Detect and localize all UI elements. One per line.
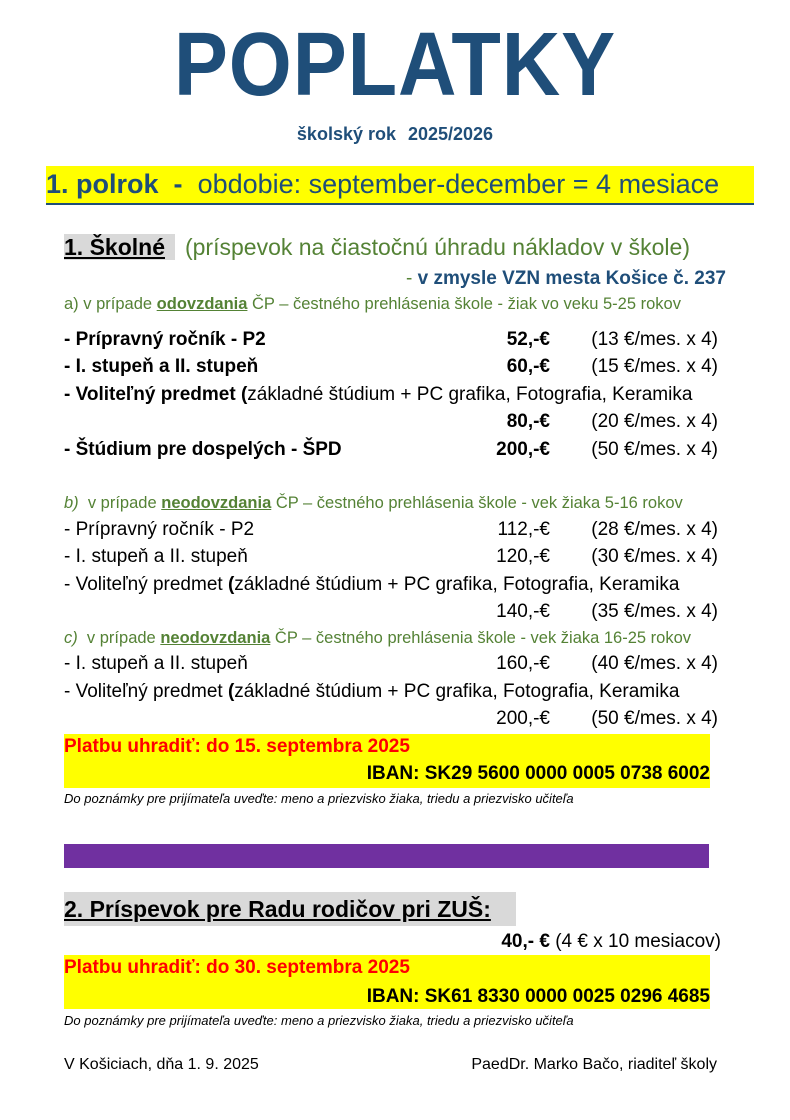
fee-row: - I. stupeň a II. stupeň 60,-€ (15 €/mes. x 4)	[64, 356, 718, 377]
footer-place-date: V Košiciach, dňa 1. 9. 2025	[64, 1056, 259, 1073]
fee-row: - Štúdium pre dospelých - ŠPD 200,-€ (50 €/mes. x 4)	[64, 439, 718, 460]
fee-row: - Prípravný ročník - P2 112,-€ (28 €/mes. x 4)	[64, 519, 718, 540]
fee-row: - Voliteľný predmet (základné štúdium + PC grafika, Fotografia, Keramika	[64, 574, 680, 595]
divider-bar	[64, 844, 709, 868]
payment-box-2	[64, 955, 710, 1009]
payment-deadline: Platbu uhradiť: do 30. septembra 2025	[64, 957, 410, 978]
payment-note: Do poznámky pre prijímateľa uveďte: meno a priezvisko žiaka, triedu a priezvisko učiteľa	[64, 1013, 574, 1028]
condition-a: a) v prípade odovzdania ČP – čestného prehlásenia škole - žiak vo veku 5-25 rokov	[64, 295, 681, 313]
condition-b-key: neodovzdania	[161, 494, 272, 512]
section2-heading	[64, 892, 516, 926]
payment-box-1	[64, 734, 710, 788]
condition-b: b) v prípade neodovzdania ČP – čestného prehlásenia škole - vek žiaka 5-16 rokov	[64, 494, 683, 512]
period-banner	[46, 166, 754, 205]
section2-amount-line	[501, 931, 721, 953]
period-text: obdobie: september-december = 4 mesiace	[197, 169, 720, 199]
period-semester: 1. polrok	[46, 169, 159, 199]
condition-c-key: neodovzdania	[160, 629, 271, 647]
section1-heading	[64, 232, 690, 262]
fee-row: - Prípravný ročník - P2 52,-€ (13 €/mes. x 4)	[64, 329, 718, 350]
footer-signature: PaedDr. Marko Bačo, riaditeľ školy	[471, 1056, 717, 1073]
section1-description: (príspevok na čiastočnú úhradu nákladov v škole)	[184, 234, 690, 260]
payment-iban: IBAN: SK61 8330 0000 0025 0296 4685	[366, 986, 710, 1007]
fee-row: 80,-€ (20 €/mes. x 4)	[506, 411, 718, 432]
section2-per: (4 € x 10 mesiacov)	[555, 931, 721, 952]
vzn-reference: - v zmysle VZN mesta Košice č. 237	[406, 268, 726, 289]
school-year	[0, 124, 790, 145]
payment-iban: IBAN: SK29 5600 0000 0005 0738 6002	[366, 763, 710, 784]
fee-row: - Voliteľný predmet (základné štúdium + PC grafika, Fotografia, Keramika	[64, 384, 693, 405]
fee-row: 140,-€ (35 €/mes. x 4)	[496, 601, 718, 622]
period-dash: -	[173, 169, 183, 199]
school-year-label: školský rok	[296, 124, 396, 144]
fee-row: - Voliteľný predmet (základné štúdium + PC grafika, Fotografia, Keramika	[64, 681, 680, 702]
payment-note: Do poznámky pre prijímateľa uveďte: meno a priezvisko žiaka, triedu a priezvisko učiteľa	[64, 791, 574, 806]
section2-title: 2. Príspevok pre Radu rodičov pri ZUŠ:	[64, 896, 491, 922]
fee-row: - I. stupeň a II. stupeň 160,-€ (40 €/mes. x 4)	[64, 653, 718, 674]
fee-row: 200,-€ (50 €/mes. x 4)	[496, 708, 718, 729]
section1-title: 1. Školné	[64, 234, 175, 260]
fee-row: - I. stupeň a II. stupeň 120,-€ (30 €/mes. x 4)	[64, 546, 718, 567]
section2-amount: 40,- €	[501, 931, 550, 952]
condition-c: c) v prípade neodovzdania ČP – čestného prehlásenia škole - vek žiaka 16-25 rokov	[64, 629, 692, 647]
school-year-value: 2025/2026	[407, 124, 494, 144]
page-title: POPLATKY	[173, 15, 617, 115]
payment-deadline: Platbu uhradiť: do 15. septembra 2025	[64, 736, 410, 757]
condition-a-key: odovzdania	[156, 295, 248, 313]
